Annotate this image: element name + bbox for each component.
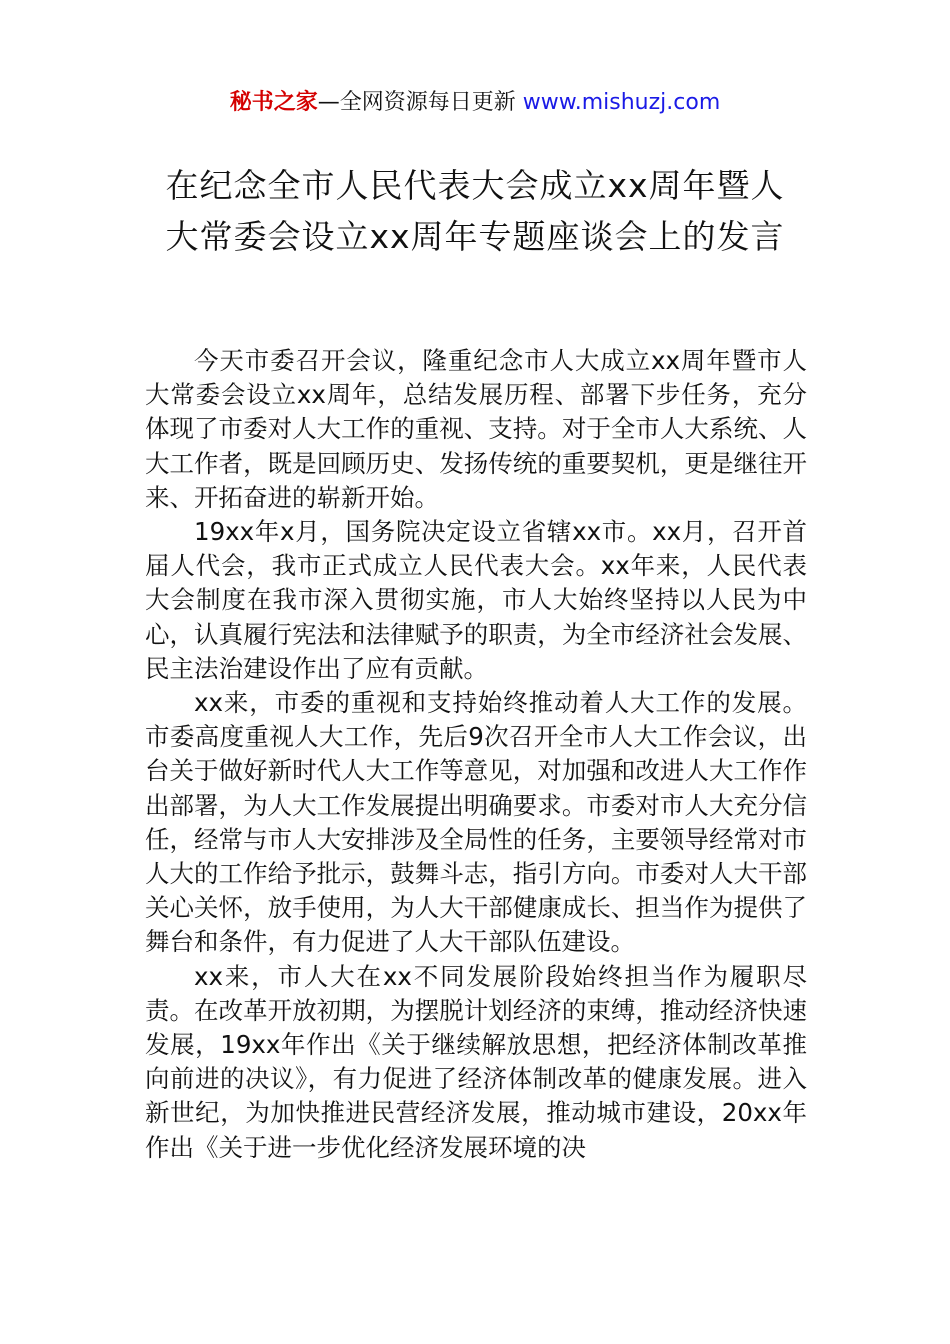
title-line-2: 大常委会设立xx周年专题座谈会上的发言	[165, 217, 785, 256]
document-body	[145, 344, 807, 1165]
site-url-link[interactable]: www.mishuzj.com	[522, 90, 721, 115]
paragraph-1: 今天市委召开会议，隆重纪念市人大成立xx周年暨市人大常委会设立xx周年，总结发展历程、部署下步任务，充分体现了市委对人大工作的重视、支持。对于全市人大系统、人大工作者，既是回顾历史、发扬传统的重要契机，更是继往开来、开拓奋进的崭新开始。	[145, 346, 807, 512]
site-header	[0, 88, 950, 118]
paragraph-3: xx来，市委的重视和支持始终推动着人大工作的发展。市委高度重视人大工作，先后9次召开全市人大工作会议，出台关于做好新时代人大工作等意见，对加强和改进人大工作作出部署，为人大工作发展提出明确要求。市委对市人大充分信任，经常与市人大安排涉及全局性的任务，主要领导经常对市人大的工作给予批示，鼓舞斗志，指引方向。市委对人大干部关心关怀，放手使用，为人大干部健康成长、担当作为提供了舞台和条件，有力促进了人大干部队伍建设。	[145, 688, 807, 957]
title-line-1: 在纪念全市人民代表大会成立xx周年暨人	[165, 166, 785, 205]
header-tagline: —全网资源每日更新	[317, 90, 516, 115]
brand-name: 秘书之家	[229, 90, 318, 115]
document-title	[120, 160, 830, 262]
paragraph-2: 19xx年x月，国务院决定设立省辖xx市。xx月，召开首届人代会，我市正式成立人民代表大会。xx年来，人民代表大会制度在我市深入贯彻实施，市人大始终坚持以人民为中心，认真履行宪法和法律赋予的职责，为全市经济社会发展、民主法治建设作出了应有贡献。	[145, 517, 807, 683]
paragraph-4: xx来，市人大在xx不同发展阶段始终担当作为履职尽责。在改革开放初期，为摆脱计划经济的束缚，推动经济快速发展，19xx年作出《关于继续解放思想，把经济体制改革推向前进的决议》，有力促进了经济体制改革的健康发展。进入新世纪，为加快推进民营经济发展，推动城市建设，20xx年作出《关于进一步优化经济发展环境的决	[145, 961, 807, 1162]
